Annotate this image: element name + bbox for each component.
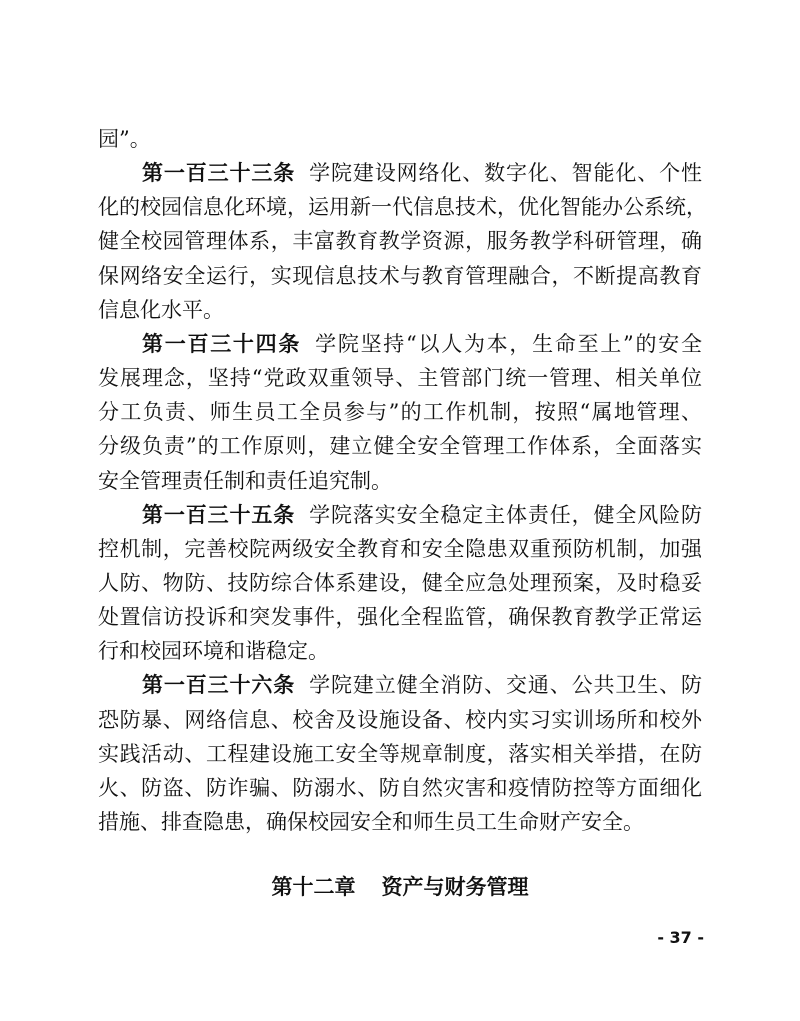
text-line xyxy=(98,737,702,771)
line-text: 发展理念，坚持“党政双重领导、主管部门统一管理、相关单位 xyxy=(98,366,702,391)
line-text: 控机制，完善校院两级安全教育和安全隐患双重预防机制，加强 xyxy=(98,536,702,561)
text-line xyxy=(98,190,707,224)
article-title: 第一百三十六条 xyxy=(142,673,296,698)
line-text: 安全管理责任制和责任追究制。 xyxy=(98,468,392,493)
line-text: 健全校园管理体系，丰富教育教学资源，服务教学科研管理，确 xyxy=(98,229,702,254)
article-title: 第一百三十五条 xyxy=(142,502,296,527)
line-text: 学院建立健全消防、交通、公共卫生、防 xyxy=(309,673,702,698)
text-line xyxy=(98,634,329,668)
line-text: 学院坚持“以人为本，生命至上”的安全 xyxy=(315,331,702,356)
text-line xyxy=(98,600,702,634)
line-text: 分级负责”的工作原则，建立健全安全管理工作体系，全面落实 xyxy=(98,434,702,459)
article-134-heading-line xyxy=(142,327,702,361)
line-text: 火、防盗、防诈骗、防溺水、防自然灾害和疫情防控等方面细化 xyxy=(98,775,702,800)
text-line xyxy=(98,532,702,566)
line-text: 园”。 xyxy=(98,127,151,151)
line-text: 人防、物防、技防综合体系建设，健全应急处理预案，及时稳妥 xyxy=(98,570,702,595)
article-133-heading-line xyxy=(142,156,702,190)
text-line xyxy=(98,361,702,395)
article-136-heading-line xyxy=(142,668,702,702)
text-line xyxy=(98,805,644,839)
line-text: 化的校园信息化环境，运用新一代信息技术，优化智能办公系统， xyxy=(98,195,707,220)
text-line xyxy=(98,224,702,258)
page-number: - 37 - xyxy=(657,928,704,947)
line-text: 实践活动、工程建设施工安全等规章制度，落实相关举措，在防 xyxy=(98,741,702,766)
line-text: 学院建设网络化、数字化、智能化、个性 xyxy=(309,161,702,186)
line-text: 措施、排查隐患，确保校园安全和师生员工生命财产安全。 xyxy=(98,810,644,834)
chapter-title: 资产与财务管理 xyxy=(381,875,529,899)
text-line xyxy=(98,566,702,600)
line-text: 分工负责、师生员工全员参与”的工作机制，按照“属地管理、 xyxy=(98,400,702,425)
line-text: 行和校园环境和谐稳定。 xyxy=(98,639,329,664)
line-text: 学院落实安全稳定主体责任，健全风险防 xyxy=(309,502,702,527)
line-text: 保网络安全运行，实现信息技术与教育管理融合，不断提高教育 xyxy=(98,263,702,288)
article-135-heading-line xyxy=(142,498,702,532)
text-line xyxy=(98,429,702,463)
text-line xyxy=(98,464,392,498)
article-title: 第一百三十四条 xyxy=(142,331,302,356)
text-line xyxy=(98,259,702,293)
text-line xyxy=(98,771,702,805)
line-text: 恐防暴、网络信息、校舍及设施设备、校内实习实训场所和校外 xyxy=(98,707,702,732)
text-line xyxy=(98,703,702,737)
line-text: 处置信访投诉和突发事件，强化全程监管，确保教育教学正常运 xyxy=(98,605,702,630)
chapter-heading xyxy=(0,870,800,904)
text-line xyxy=(98,395,702,429)
text-line xyxy=(98,122,151,156)
line-text: 信息化水平。 xyxy=(98,297,224,322)
chapter-number: 第十二章 xyxy=(271,875,356,899)
article-title: 第一百三十三条 xyxy=(142,161,296,186)
text-line xyxy=(98,293,224,327)
